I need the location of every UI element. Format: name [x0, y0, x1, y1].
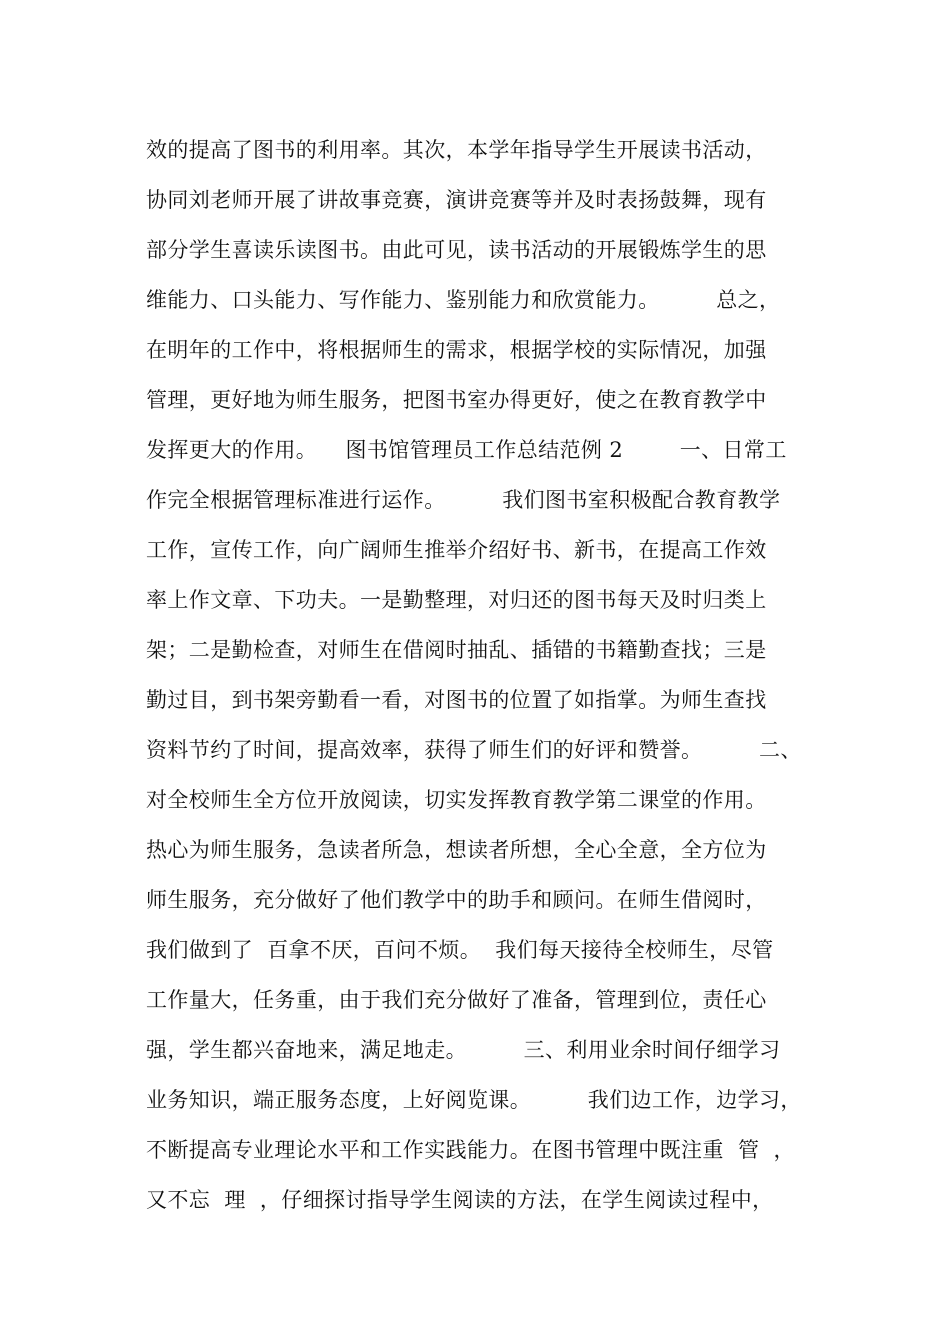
text-line: 在明年的工作中，将根据师生的需求，根据学校的实际情况，加强 [146, 338, 767, 362]
text-line: 发挥更大的作用。 图书馆管理员工作总结范例 2 一、日常工 [146, 438, 787, 462]
text-line: 资料节约了时间，提高效率，获得了师生们的好评和赞誉。 二、 [146, 738, 802, 762]
text-line: 热心为师生服务，急读者所急，想读者所想，全心全意，全方位为 [146, 838, 767, 862]
text-line: 工作量大，任务重，由于我们充分做好了准备，管理到位，责任心 [146, 988, 767, 1012]
text-line: 不断提高专业理论水平和工作实践能力。在图书管理中既注重 管 ， [146, 1138, 795, 1162]
text-line: 架；二是勤检查，对师生在借阅时抽乱、插错的书籍勤查找；三是 [146, 638, 767, 662]
text-line: 作完全根据管理标准进行运作。 我们图书室积极配合教育教学 [146, 488, 781, 512]
text-line: 业务知识，端正服务态度，上好阅览课。 我们边工作，边学习， [146, 1088, 802, 1112]
text-line: 协同刘老师开展了讲故事竞赛，演讲竞赛等并及时表扬鼓舞，现有 [146, 188, 767, 212]
text-line: 工作，宣传工作，向广阔师生推举介绍好书、新书，在提高工作效 [146, 538, 767, 562]
text-line: 部分学生喜读乐读图书。由此可见，读书活动的开展锻炼学生的思 [146, 238, 767, 262]
text-line: 效的提高了图书的利用率。其次，本学年指导学生开展读书活动， [146, 138, 767, 162]
text-line: 勤过目，到书架旁勤看一看，对图书的位置了如指掌。为师生查找 [146, 688, 767, 712]
text-line: 师生服务，充分做好了他们教学中的助手和顾问。在师生借阅时， [146, 888, 767, 912]
text-line: 管理，更好地为师生服务，把图书室办得更好，使之在教育教学中 [146, 388, 767, 412]
text-line: 我们做到了 百拿不厌，百问不烦。 我们每天接待全校师生，尽管 [146, 938, 774, 962]
text-line: 强，学生都兴奋地来，满足地走。 三、利用业余时间仔细学习 [146, 1038, 781, 1062]
text-line: 对全校师生全方位开放阅读，切实发挥教育教学第二课堂的作用。 [146, 788, 767, 812]
text-line: 维能力、口头能力、写作能力、鉴别能力和欣赏能力。 总之， [146, 288, 781, 312]
text-line: 又不忘 理 ，仔细探讨指导学生阅读的方法，在学生阅读过程中， [146, 1188, 774, 1212]
text-line: 率上作文章、下功夫。一是勤整理，对归还的图书每天及时归类上 [146, 588, 767, 612]
